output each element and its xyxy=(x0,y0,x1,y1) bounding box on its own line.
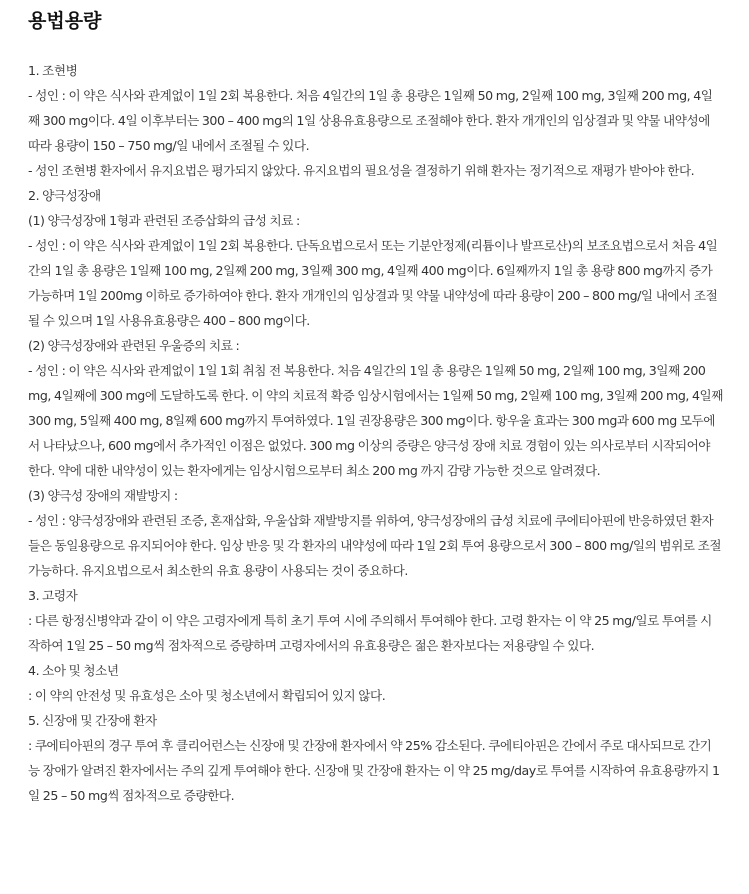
page-title: 용법용량 xyxy=(28,10,102,32)
paragraph: - 성인 : 이 약은 식사와 관계없이 1일 2회 복용한다. 처음 4일간의 1일 총 용량은 1일째 50 mg, 2일째 100 mg, 3일째 200 mg, 4일째 300 mg이다. 4일 이후부터는 300 – 400 mg의 1일 상용유효용량으로 조절해야 한다. 환자 개개인의 임상결과 및 약물 내약성에 따라 용량이 150 – 750 mg/일 내에서 조절될 수 있다. xyxy=(28,88,713,153)
paragraph: - 성인 조현병 환자에서 유지요법은 평가되지 않았다. 유지요법의 필요성을 결정하기 위해 환자는 정기적으로 재평가 받아야 한다. xyxy=(28,163,695,178)
paragraph: : 쿠에티아핀의 경구 투여 후 클리어런스는 신장애 및 간장애 환자에서 약 25% 감소된다. 쿠에티아핀은 간에서 주로 대사되므로 간기능 장애가 알려진 환자에서는 주의 깊게 투여해야 한다. 신장애 및 간장애 환자는 이 약 25 mg/day로 투여를 시작하여 유효용량까지 1일 25 – 50 mg씩 점차적으로 증량한다. xyxy=(28,738,720,803)
subsection-heading: (3) 양극성 장애의 재발방지 : xyxy=(28,488,178,503)
subsection-heading: (1) 양극성장애 1형과 관련된 조증삽화의 급성 치료 : xyxy=(28,213,300,228)
paragraph: - 성인 : 양극성장애와 관련된 조증, 혼재삽화, 우울삽화 재발방지를 위하여, 양극성장애의 급성 치료에 쿠에티아핀에 반응하였던 환자들은 동일용량으로 유지되어야 한다. 임상 반응 및 각 환자의 내약성에 따라 1일 2회 투여 용량으로서 300 – 800 mg/일의 범위로 조절 가능하다. 유지요법으로서 최소한의 유효 용량이 사용되는 것이 중요하다. xyxy=(28,513,722,578)
section-heading: 3. 고령자 xyxy=(28,588,78,603)
paragraph: - 성인 : 이 약은 식사와 관계없이 1일 1회 취침 전 복용한다. 처음 4일간의 1일 총 용량은 1일째 50 mg, 2일째 100 mg, 3일째 200 mg, 4일째에 300 mg에 도달하도록 한다. 이 약의 치료적 확증 임상시험에서는 1일째 50 mg, 2일째 100 mg, 3일째 200 mg, 4일째 300 mg, 5일째 400 mg, 8일째 600 mg까지 투여하였다. 1일 권장용량은 300 mg이다. 항우울 효과는 300 mg과 600 mg 모두에서 나타났으나, 600 mg에서 추가적인 이점은 없었다. 300 mg 이상의 증량은 양극성 장애 치료 경험이 있는 의사로부터 시작되어야 한다. 약에 대한 내약성이 있는 환자에게는 임상시험으로부터 최소 200 mg 까지 감량 가능한 것으로 알려졌다. xyxy=(28,363,723,478)
section-heading: 4. 소아 및 청소년 xyxy=(28,663,119,678)
section-heading: 2. 양극성장애 xyxy=(28,188,101,203)
section-heading: 5. 신장애 및 간장애 환자 xyxy=(28,713,157,728)
subsection-heading: (2) 양극성장애와 관련된 우울증의 치료 : xyxy=(28,338,240,353)
section-heading: 1. 조현병 xyxy=(28,63,78,78)
paragraph: - 성인 : 이 약은 식사와 관계없이 1일 2회 복용한다. 단독요법으로서 또는 기분안정제(리튬이나 발프로산)의 보조요법으로서 처음 4일간의 1일 총 용량은 1일째 100 mg, 2일째 200 mg, 3일째 300 mg, 4일째 400 mg이다. 6일째까지 1일 총 용량 800 mg까지 증가 가능하며 1일 200mg 이하로 증가하여야 한다. 환자 개개인의 임상결과 및 약물 내약성에 따라 용량이 200 – 800 mg/일 내에서 조절될 수 있으며 1일 사용유효용량은 400 – 800 mg이다. xyxy=(28,238,718,328)
paragraph: : 이 약의 안전성 및 유효성은 소아 및 청소년에서 확립되어 있지 않다. xyxy=(28,688,386,703)
paragraph: : 다른 항정신병약과 같이 이 약은 고령자에게 특히 초기 투여 시에 주의해서 투여해야 한다. 고령 환자는 이 약 25 mg/일로 투여를 시작하여 1일 25 – 50 mg씩 점차적으로 증량하며 고령자에서의 유효용량은 젊은 환자보다는 저용량일 수 있다. xyxy=(28,613,712,653)
